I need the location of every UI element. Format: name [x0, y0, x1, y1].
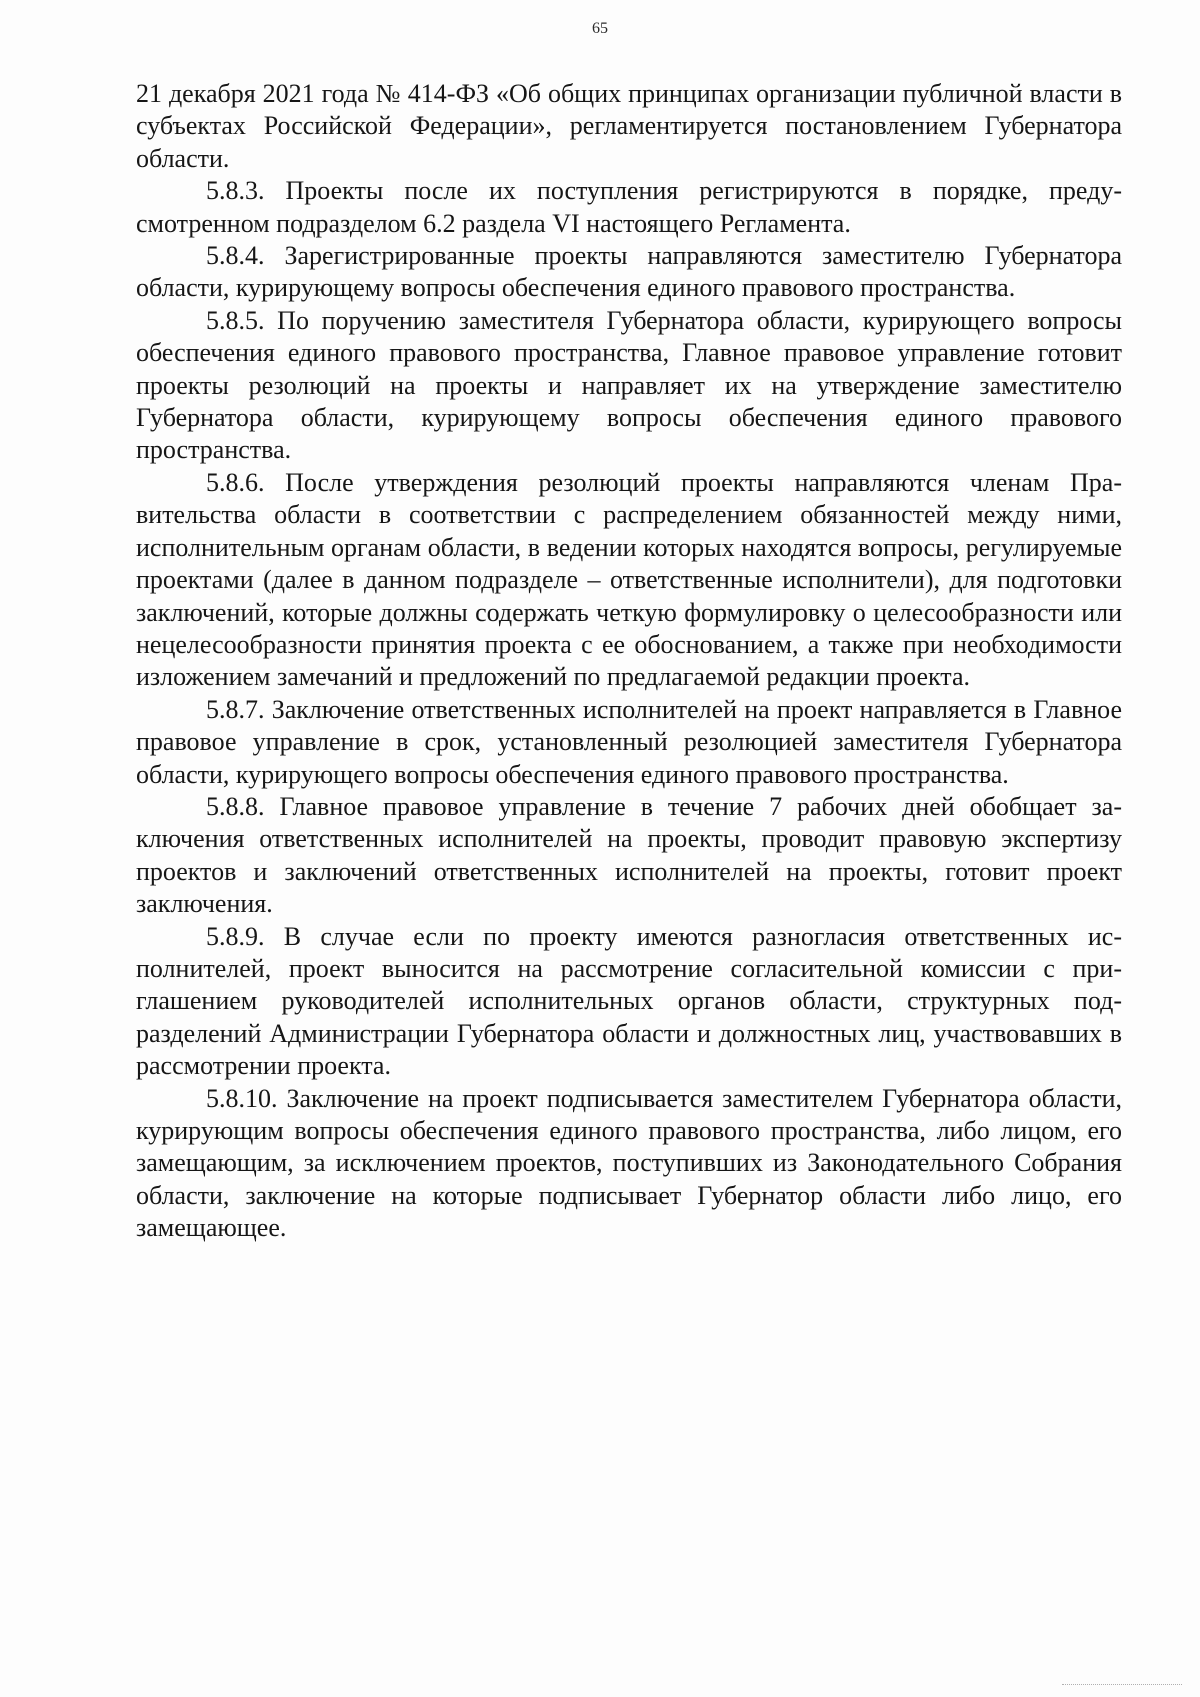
page-number: 65: [592, 20, 608, 37]
paragraph-5-8-3: 5.8.3. Проекты после их поступления регистрируются в порядке, предусмотренном подразделом 6.2 раздела VI настоящего Регламента.: [136, 176, 1122, 238]
paragraph-5-8-4: 5.8.4. Зарегистрированные проекты направляются заместителю Губернатора области, курирующему вопросы обеспечения единого правового пространства.: [136, 241, 1122, 303]
paragraph-5-8-6: 5.8.6. После утверждения резолюций проекты направляются членам Правительства области в соответствии с распределением обязанностей между ними, исполнительным органам области, в ведении которых находятся вопросы, регулируемые проектами (далее в данном подразделе – ответственные исполнители), для подготовки заключений, которые должны содержать четкую формулировку о целесообразности или нецелесообразности принятия проекта с ее обоснованием, а также при необходимости изложением замечаний и предложений по предлагаемой редакции проекта.: [136, 467, 1122, 692]
paragraph-5-8-7: 5.8.7. Заключение ответственных исполнителей на проект направляется в Главное правовое управление в срок, установленный резолюцией заместителя Губернатора области, курирующего вопросы обеспечения единого правового пространства.: [136, 694, 1122, 789]
paragraph-5-8-9: 5.8.9. В случае если по проекту имеются разногласия ответственных исполнителей, проект выносится на рассмотрение согласительной комиссии с приглашением руководителей исполнительных органов области, структурных подразделений Администрации Губернатора области и должностных лиц, участвовавших в рассмотрении проекта.: [136, 921, 1122, 1081]
scan-artifact: [1062, 1684, 1182, 1691]
paragraph-5-8-8: 5.8.8. Главное правовое управление в течение 7 рабочих дней обобщает заключения ответственных исполнителей на проекты, проводит правовую экспертизу проектов и заключений ответственных исполнителей на проекты, готовит проект заключения.: [136, 791, 1122, 919]
paragraph-5-8-5: 5.8.5. По поручению заместителя Губернатора области, курирующего вопросы обеспечения единого правового пространства, Главное правовое управление готовит проекты резолюций на проекты и направляет их на утверждение заместителю Губернатора области, курирующему вопросы обеспечения единого правового пространства.: [136, 305, 1122, 465]
paragraph-continuation: 21 декабря 2021 года № 414-ФЗ «Об общих принципах организации публичной власти в субъектах Российской Федерации», регламентируется постановлением Губернатора области.: [136, 79, 1122, 173]
document-body: [136, 78, 1122, 1245]
paragraph-5-8-10: 5.8.10. Заключение на проект подписывается заместителем Губернатора области, курирующим вопросы обеспечения единого правового пространства, либо лицом, его замещающим, за исключением проектов, поступивших из Законодательного Собрания области, заключение на которые подписывает Губернатор области либо лицо, его замещающее.: [136, 1083, 1122, 1243]
